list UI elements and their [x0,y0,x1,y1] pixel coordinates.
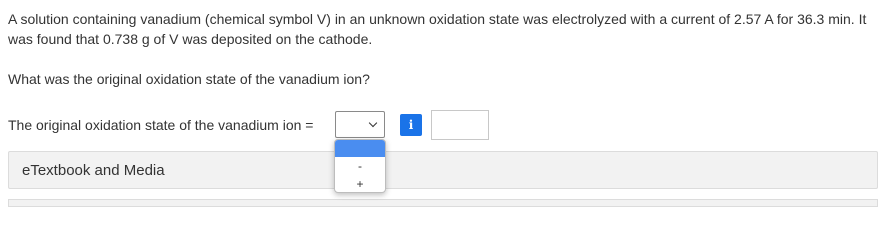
answer-label: The original oxidation state of the vanadium ion = [8,117,314,133]
dropdown-option-plus[interactable]: + [356,177,364,191]
question-text: A solution containing vanadium (chemical symbol V) in an unknown oxidation state was electrolyzed with a current of 2.57 A for 36.3 min. It was found that 0.738 g of V was deposited on the cathode. [8,11,867,47]
chevron-down-icon [369,119,377,127]
dropdown-option-blank[interactable] [335,140,385,157]
etextbook-and-media-label: eTextbook and Media [22,162,165,179]
info-icon[interactable]: i [400,114,422,136]
answer-row [8,110,888,140]
etextbook-and-media-button[interactable] [8,151,878,189]
oxidation-state-input[interactable] [431,110,489,140]
sign-select[interactable] [335,111,385,138]
next-panel-edge [8,199,878,207]
sign-dropdown-menu[interactable] [334,139,386,193]
dropdown-option-minus[interactable]: - [358,159,362,173]
question-prompt: What was the original oxidation state of the vanadium ion? [8,71,370,87]
